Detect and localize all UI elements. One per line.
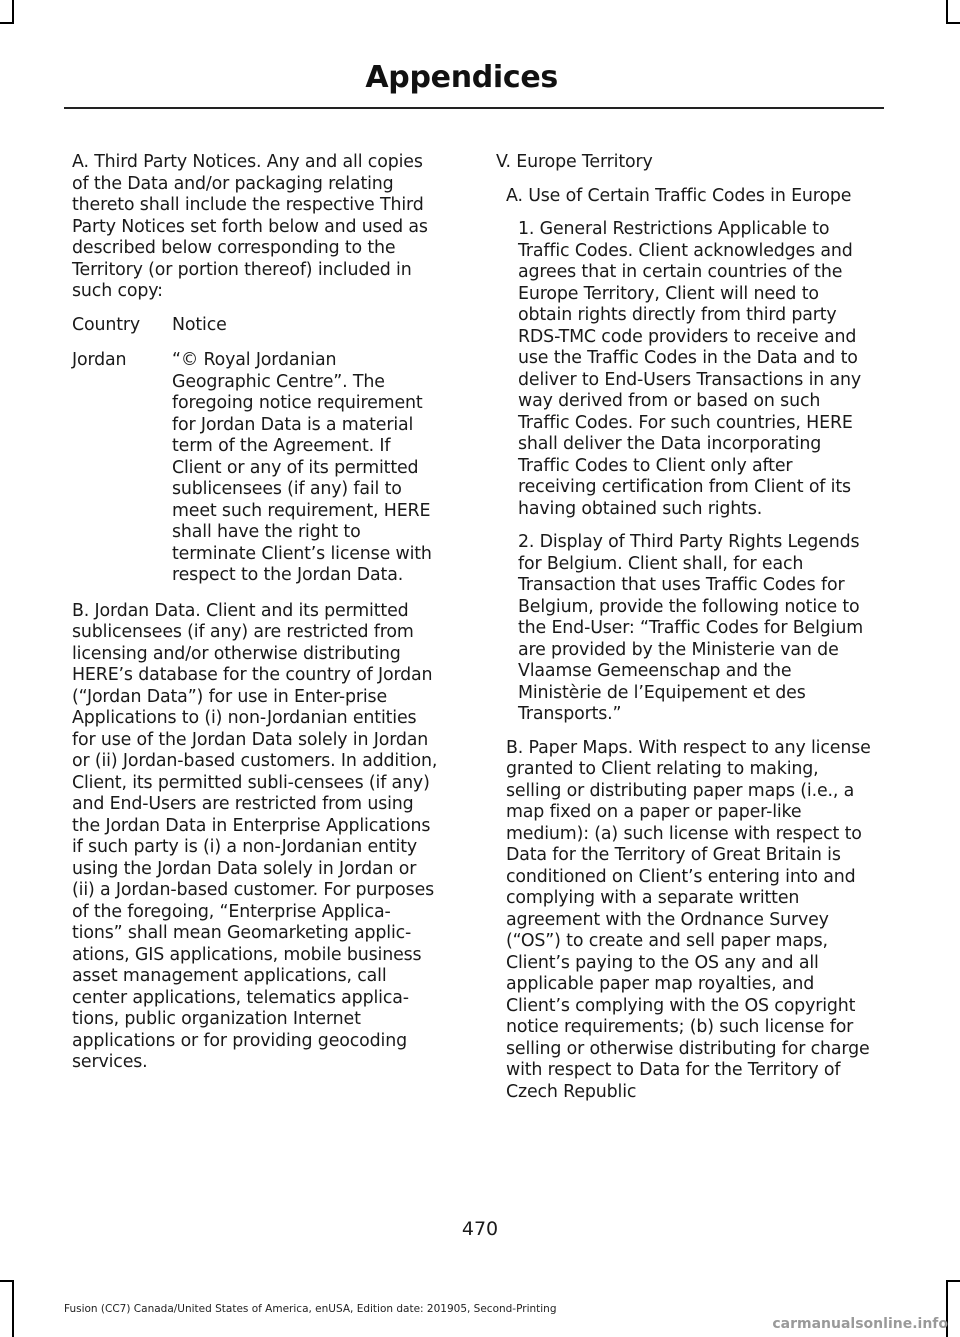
crop-mark — [0, 1280, 14, 1282]
table-cell-notice: “© Royal Jordanian Geographic Centre”. The foregoing notice requirement for Jordan Data is a material term of the Agreement. If Client or any of its permitted sublicensees (if any) fail to meet such requirement, HERE shall have the right to terminate Client’s license with respect to the Jordan Data. — [172, 350, 432, 585]
table-cell-country: Jordan — [72, 350, 127, 370]
subsection-traffic-codes: A. Use of Certain Traffic Codes in Europe — [506, 185, 852, 206]
crop-mark — [12, 0, 14, 24]
notice-table-header — [72, 315, 440, 337]
paragraph-general-restrictions: 1. General Restrictions Applicable to Traffic Codes. Client acknowledges and agrees that in certain countries of the Europe Territory, Client will need to obtain rights directly from third party RDS-TMC code providers to receive and use the Traffic Codes in the Data and to deliver to End-Users Transactions in any way derived from or based on such Traffic Codes. For such countries, HERE shall deliver the Data incorporating Traffic Codes to Client only after receiving certification from Client of its having obtained such rights. — [518, 219, 862, 519]
column-header-notice: Notice — [172, 314, 227, 335]
crop-mark — [946, 0, 948, 24]
paragraph-jordan-data: B. Jordan Data. Client and its permitted sublicensees (if any) are restricted from licensing and/or otherwise distributing HERE’s database for the country of Jordan (“Jordan Data”) for use in Enter-prise Applications to (i) non-Jordanian entities for use of the Jordan Data solely in Jordan or (ii) Jordan-based customers. In addition, Client, its permitted subli-censees (if any) and End-Users are restricted from using the Jordan Data in Enterprise Applications if such party is (i) a non-Jordanian entity using the Jordan Data solely in Jordan or (ii) a Jordan-based customer. For purposes of the foregoing, “Enterprise Applica-tions” shall mean Geomarketing applic-ations, GIS applications, mobile business asset management applications, call center applications, telematics applica-tions, public organization Internet applications or for providing geocoding services. — [72, 600, 438, 1072]
watermark: carmanualsonline.info — [772, 1316, 948, 1332]
paragraph-paper-maps: B. Paper Maps. With respect to any license granted to Client relating to making, selling or distributing paper maps (i.e., a map fixed on a paper or paper-like medium): (a) such license with respect to Data for the Territory of Great Britain is conditioned on Client’s entering into and complying with a separate written agreement with the Ordnance Survey (“OS”) to create and sell paper maps, Client’s paying to the OS any and all applicable paper map royalties, and Client’s complying with the OS copyright notice requirements; (b) such license for selling or otherwise distributing for charge with respect to Data for the Territory of Czech Republic — [506, 737, 871, 1102]
page-number: 470 — [461, 1218, 499, 1240]
paragraph-belgium-legends: 2. Display of Third Party Rights Legends for Belgium. Client shall, for each Transaction that uses Traffic Codes for Belgium, provide the following notice to the End-User: “Traffic Codes for Belgium are provided by the Ministerie van de Vlaamse Gemeenschap and the Ministèrie de l’Equipement et des Transports.” — [518, 532, 864, 724]
left-column — [72, 152, 440, 1086]
right-column — [496, 152, 874, 1115]
crop-mark — [12, 1280, 14, 1337]
column-header-country: Country — [72, 314, 141, 335]
table-row — [72, 350, 440, 587]
paragraph-third-party-notices: A. Third Party Notices. Any and all copies of the Data and/or packaging relating thereto shall include the respective Third Party Notices set forth below and used as described below corresponding to the Territory (or portion thereof) included in such copy: — [72, 152, 428, 301]
page-title: Appendices — [365, 60, 558, 95]
crop-mark — [946, 1280, 960, 1282]
section-heading-europe-territory: V. Europe Territory — [496, 152, 653, 172]
crop-mark — [0, 22, 14, 24]
header-divider — [64, 107, 884, 109]
crop-mark — [946, 22, 960, 24]
notice-table — [72, 315, 440, 587]
edition-footer: Fusion (CC7) Canada/United States of America, enUSA, Edition date: 201905, Second-Printing — [64, 1303, 557, 1315]
